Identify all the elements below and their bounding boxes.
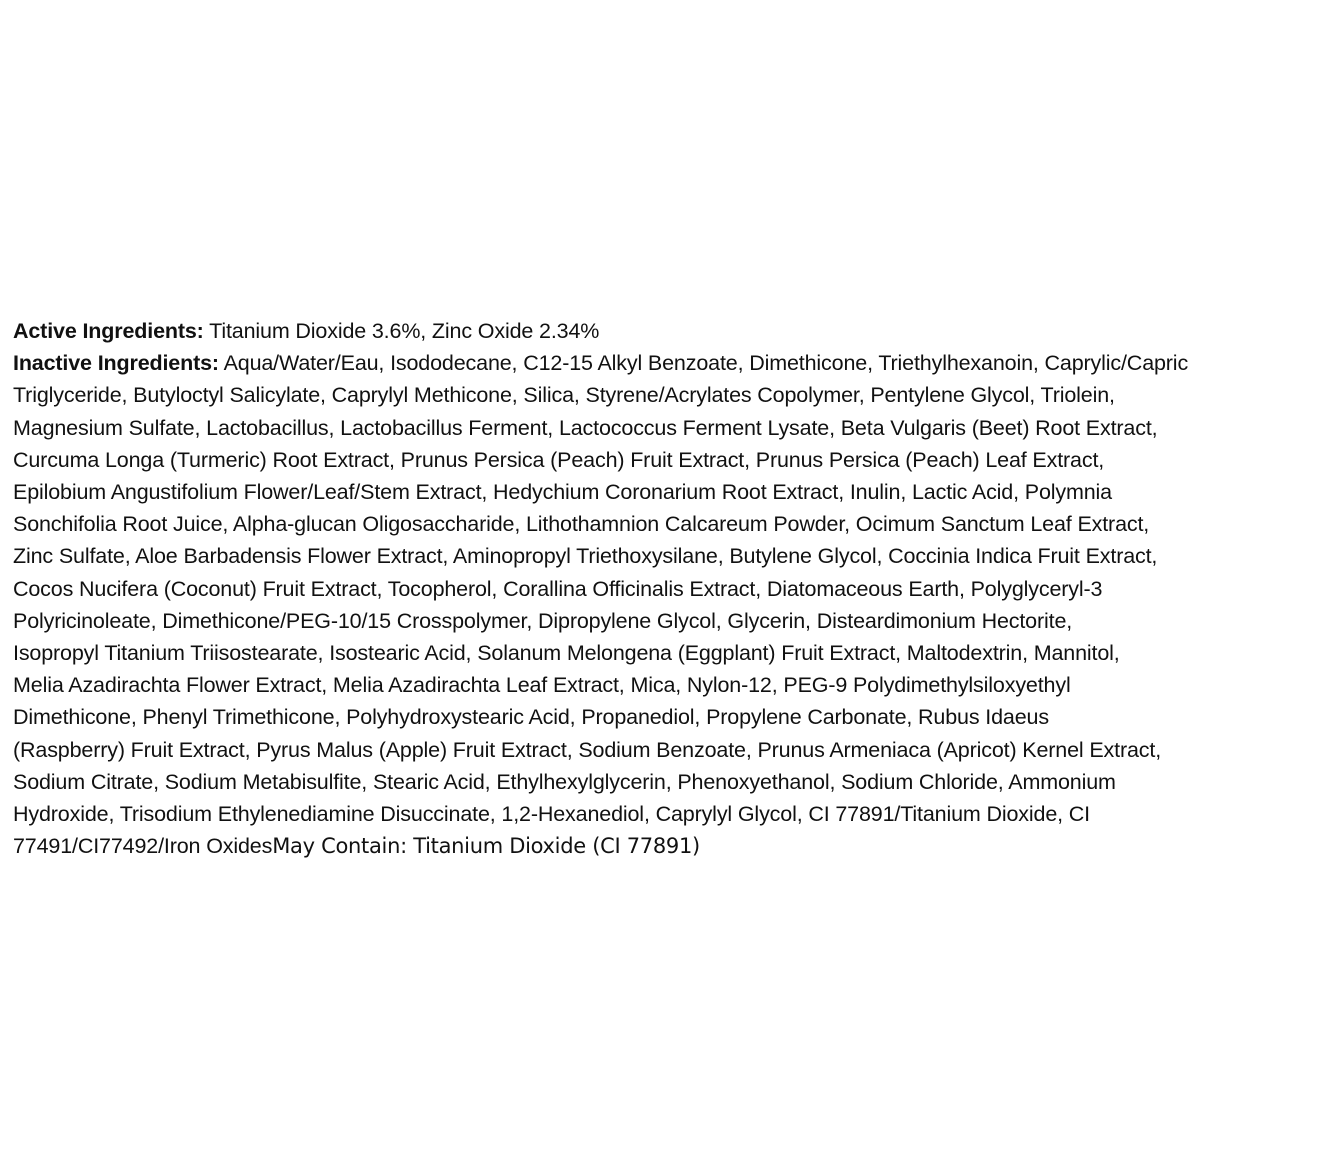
inactive-ingredients-line-5: Epilobium Angustifolium Flower/Leaf/Stem Extract, Hedychium Coronarium Root Extract, Inulin, Lactic Acid, Polymnia: [13, 480, 1112, 505]
inactive-ingredients-line-6: Sonchifolia Root Juice, Alpha-glucan Oligosaccharide, Lithothamnion Calcareum Powder, Ocimum Sanctum Leaf Extract,: [13, 512, 1150, 537]
inactive-ingredients-line-2: Triglyceride, Butyloctyl Salicylate, Caprylyl Methicone, Silica, Styrene/Acrylates Copolymer, Pentylene Glycol, Triolein,: [13, 383, 1115, 408]
inactive-ingredients-text: Aqua/Water/Eau, Isododecane, C12-15 Alkyl Benzoate, Dimethicone, Triethylhexanoin, Caprylic/Capric: [218, 351, 1189, 376]
inactive-ingredients-line-13: (Raspberry) Fruit Extract, Pyrus Malus (Apple) Fruit Extract, Sodium Benzoate, Prunus Armeniaca (Apricot) Kernel Extract,: [13, 737, 1162, 762]
inactive-ingredients-label: Inactive Ingredients:: [13, 351, 219, 376]
inactive-ingredients-line-10: Isopropyl Titanium Triisostearate, Isostearic Acid, Solanum Melongena (Eggplant) Fruit Extract, Maltodextrin, Mannitol,: [13, 641, 1120, 666]
inactive-ingredients-line-3: Magnesium Sulfate, Lactobacillus, Lactobacillus Ferment, Lactococcus Ferment Lysate, Beta Vulgaris (Beet) Root Extract,: [13, 415, 1158, 440]
active-ingredients-label: Active Ingredients:: [13, 319, 204, 343]
inactive-ingredients-line-1: [13, 347, 1313, 379]
inactive-ingredients-line-7: Zinc Sulfate, Aloe Barbadensis Flower Extract, Aminopropyl Triethoxysilane, Butylene Glycol, Coccinia Indica Fruit Extract,: [13, 544, 1158, 569]
inactive-ingredients-line-15: Hydroxide, Trisodium Ethylenediamine Disuccinate, 1,2-Hexanediol, Caprylyl Glycol, CI 77891/Titanium Dioxide, CI: [13, 802, 1090, 827]
active-ingredients-line: [13, 315, 1313, 347]
may-contain-text: May Contain: Titanium Dioxide (CI 77891): [272, 834, 700, 859]
inactive-ingredients-line-8: Cocos Nucifera (Coconut) Fruit Extract, Tocopherol, Corallina Officinalis Extract, Diatomaceous Earth, Polyglyceryl-3: [13, 576, 1103, 601]
ingredients-block: [13, 315, 1313, 862]
inactive-ingredients-line-16: [13, 830, 1313, 862]
active-ingredients-text: Titanium Dioxide 3.6%, Zinc Oxide 2.34%: [203, 319, 600, 343]
inactive-ingredients-line-4: Curcuma Longa (Turmeric) Root Extract, Prunus Persica (Peach) Fruit Extract, Prunus Persica (Peach) Leaf Extract,: [13, 447, 1105, 472]
inactive-ingredients-last: 77491/CI77492/Iron Oxides: [13, 834, 273, 859]
inactive-ingredients-line-12: Dimethicone, Phenyl Trimethicone, Polyhydroxystearic Acid, Propanediol, Propylene Carbonate, Rubus Idaeus: [13, 705, 1049, 730]
inactive-ingredients-line-14: Sodium Citrate, Sodium Metabisulfite, Stearic Acid, Ethylhexylglycerin, Phenoxyethanol, Sodium Chloride, Ammonium: [13, 769, 1116, 794]
inactive-ingredients-line-11: Melia Azadirachta Flower Extract, Melia Azadirachta Leaf Extract, Mica, Nylon-12, PEG-9 Polydimethylsiloxyethyl: [13, 673, 1071, 698]
inactive-ingredients-line-9: Polyricinoleate, Dimethicone/PEG-10/15 Crosspolymer, Dipropylene Glycol, Glycerin, Disteardimonium Hectorite,: [13, 608, 1073, 633]
